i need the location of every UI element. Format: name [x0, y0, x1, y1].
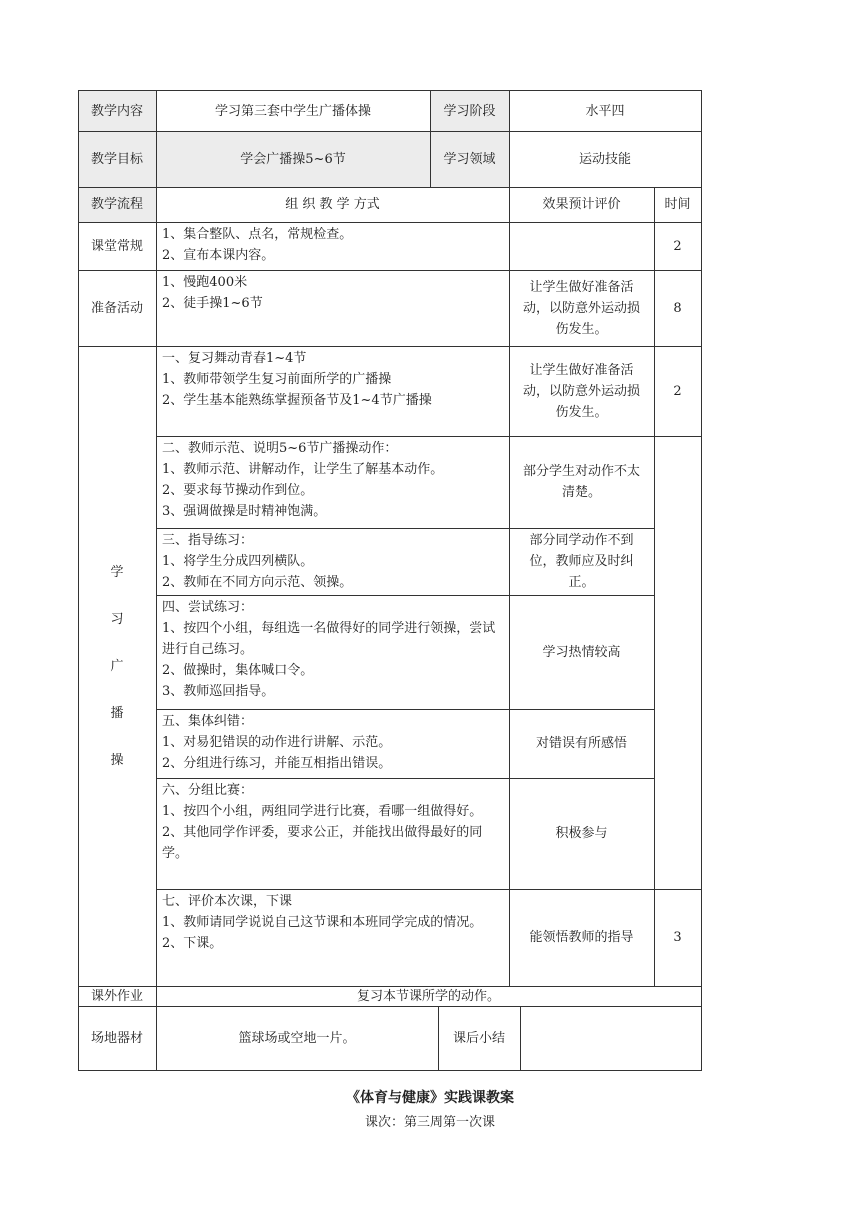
- section-line: 七、评价本次课，下课: [162, 894, 293, 909]
- h-line: [156, 889, 702, 890]
- warmup-line: 1、慢跑400米: [162, 275, 248, 290]
- section-line: 三、指导练习：: [162, 533, 254, 548]
- routine-line: 1、集合整队、点名，常规检查。: [162, 227, 353, 242]
- h-line: [156, 778, 654, 779]
- summary-value: [520, 1006, 701, 1070]
- col-evaluation: 效果预计评价: [542, 197, 621, 212]
- study-char: 广: [110, 658, 124, 674]
- h-line: [78, 986, 702, 987]
- content-label: 教学内容: [90, 103, 143, 119]
- section-line: 3、教师巡回指导。: [162, 684, 275, 699]
- v-line: [438, 1006, 439, 1070]
- study-char: 学: [110, 564, 124, 580]
- section-line: 2、做操时，集体喊口令。: [162, 663, 314, 678]
- footer-title: 《体育与健康》实践课教案: [346, 1090, 514, 1106]
- section-line: 1、对易犯错误的动作进行讲解、示范。: [162, 735, 392, 750]
- v-line: [520, 1006, 521, 1070]
- h-line: [156, 528, 654, 529]
- domain-value: 运动技能: [578, 151, 631, 167]
- section-4-evaluation: 学习热情较高: [542, 644, 621, 660]
- v-line: [430, 90, 431, 187]
- study-char: 习: [110, 611, 124, 627]
- goal-label: 教学目标: [90, 151, 143, 167]
- section-5-evaluation: 对错误有所感悟: [535, 736, 627, 751]
- study-char: 操: [110, 752, 124, 768]
- warmup-time: 8: [673, 300, 682, 316]
- routine-time: 2: [673, 238, 682, 254]
- h-line: [78, 346, 702, 347]
- section-1-time: 2: [673, 383, 682, 399]
- col-time: 时间: [664, 197, 691, 212]
- h-line: [156, 709, 654, 710]
- h-line: [156, 436, 702, 437]
- section-6-content: [156, 778, 509, 889]
- section-6-evaluation: 积极参与: [555, 826, 608, 841]
- h-line: [78, 222, 702, 223]
- section-line: 1、教师示范、讲解动作，让学生了解基本动作。: [162, 462, 444, 477]
- routine-content: [156, 222, 509, 270]
- section-1-evaluation: 让学生做好准备活动，以防意外运动损伤发生。: [522, 362, 640, 420]
- section-3-content: [156, 528, 509, 595]
- section-5-content: [156, 709, 509, 778]
- section-line: 3、强调做操是时精神饱满。: [162, 504, 327, 519]
- section-1-content: [156, 346, 509, 436]
- section-line: 五、集体纠错：: [162, 714, 254, 729]
- col-method: 组 织 教 学 方式: [285, 197, 380, 212]
- section-4-content: [156, 595, 509, 709]
- v-line: [509, 90, 510, 986]
- section-2-content: [156, 436, 509, 528]
- section-line: 四、尝试练习：: [162, 600, 254, 615]
- col-process: 教学流程: [90, 197, 143, 212]
- v-line: [78, 90, 79, 1071]
- h-line: [78, 1070, 702, 1071]
- goal-value: 学会广播操5~6节: [240, 151, 346, 167]
- section-7-time: 3: [673, 930, 682, 945]
- section-line: 1、教师请同学说说自己这节课和本班同学完成的情况。: [162, 915, 483, 930]
- section-line: 一、复习舞动青春1~4节: [162, 351, 307, 366]
- content-value: 学习第三套中学生广播体操: [214, 103, 371, 119]
- homework-label: 课外作业: [90, 988, 143, 1004]
- section-line: 1、将学生分成四列横队。: [162, 554, 314, 569]
- homework-value: 复习本节课所学的动作。: [356, 988, 500, 1004]
- routine-label: 课堂常规: [90, 238, 143, 254]
- section-7-content: [156, 889, 509, 986]
- footer-session: 课次：第三周第一次课: [364, 1115, 495, 1130]
- warmup-line: 2、徒手操1~6节: [162, 296, 263, 311]
- v-line: [701, 90, 702, 1071]
- h-line: [78, 90, 702, 91]
- h-line: [78, 187, 702, 188]
- v-line: [654, 187, 655, 986]
- v-line: [156, 90, 157, 1071]
- h-line: [78, 131, 702, 132]
- domain-label: 学习领域: [443, 151, 496, 167]
- routine-line: 2、宣布本课内容。: [162, 248, 275, 263]
- section-line: 六、分组比赛：: [162, 783, 254, 798]
- warmup-label: 准备活动: [90, 300, 143, 316]
- section-line: 2、学生基本能熟练掌握预备节及1~4节广播操: [162, 393, 432, 408]
- venue-label: 场地器材: [90, 1030, 143, 1046]
- h-line: [156, 595, 654, 596]
- h-line: [78, 270, 702, 271]
- section-line: 2、分组进行练习，并能互相指出错误。: [162, 756, 392, 771]
- venue-value: 篮球场或空地一片。: [238, 1030, 356, 1046]
- section-line: 1、教师带领学生复习前面所学的广播操: [162, 372, 392, 387]
- study-char: 播: [110, 705, 124, 721]
- section-line: 2、下课。: [162, 936, 223, 951]
- summary-label: 课后小结: [452, 1030, 505, 1046]
- stage-value: 水平四: [585, 103, 625, 119]
- section-line: 2、其他同学作评委，要求公正，并能找出做得最好的同学。: [162, 825, 483, 861]
- section-line: 二、教师示范、说明5~6节广播操动作：: [162, 441, 398, 456]
- section-3-evaluation: 部分同学动作不到位，教师应及时纠正。: [529, 533, 634, 590]
- stage-label: 学习阶段: [443, 103, 496, 119]
- h-line: [78, 1006, 702, 1007]
- section-line: 1、按四个小组，两组同学进行比赛，看哪一组做得好。: [162, 804, 483, 819]
- section-line: 1、按四个小组，每组选一名做得好的同学进行领操，尝试进行自己练习。: [162, 621, 496, 657]
- study-label: [78, 346, 156, 986]
- warmup-evaluation: 让学生做好准备活动，以防意外运动损伤发生。: [522, 279, 640, 337]
- section-2-evaluation: 部分学生对动作不太清楚。: [522, 464, 640, 500]
- section-line: 2、教师在不同方向示范、领操。: [162, 575, 353, 590]
- warmup-content: [156, 270, 509, 346]
- section-7-evaluation: 能领悟教师的指导: [529, 930, 634, 945]
- section-line: 2、要求每节操动作到位。: [162, 483, 314, 498]
